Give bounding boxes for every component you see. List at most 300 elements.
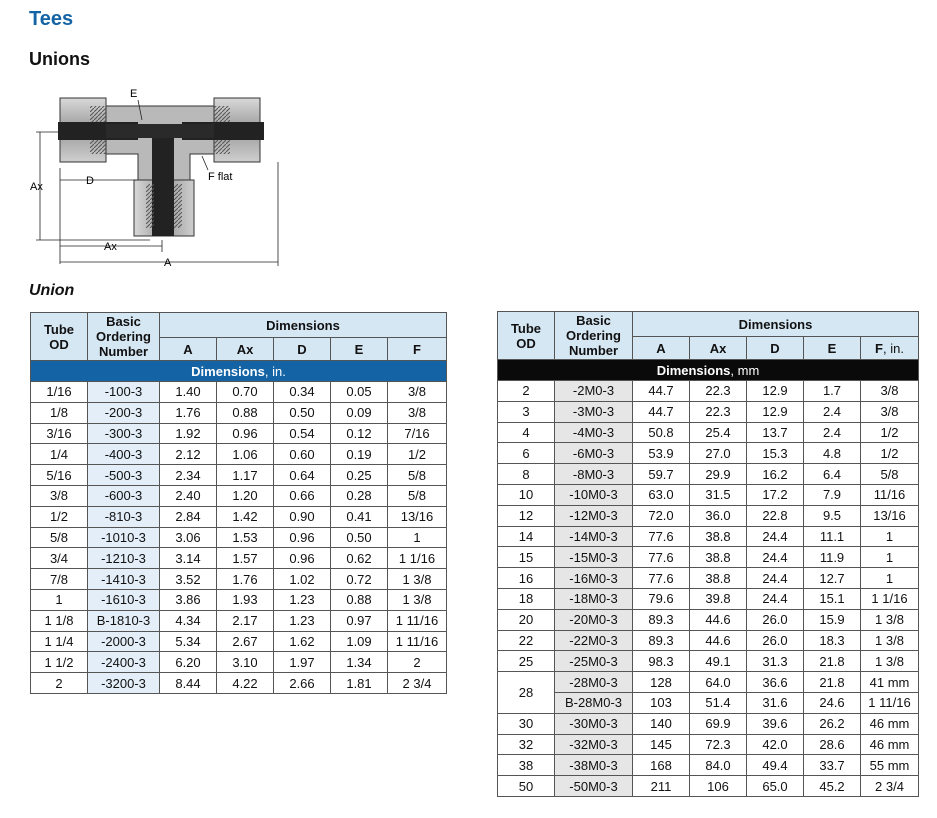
cell-dimension: 3.86 bbox=[160, 589, 217, 610]
cell-ordering-number: -12M0-3 bbox=[555, 505, 633, 526]
cell-dimension: 22.8 bbox=[747, 505, 804, 526]
cell-dimension: 3/8 bbox=[861, 381, 919, 402]
cell-dimension: 0.72 bbox=[331, 569, 388, 590]
col-ax: Ax bbox=[690, 337, 747, 360]
cell-ordering-number: -28M0-3 bbox=[555, 672, 633, 693]
cell-dimension: 0.88 bbox=[217, 402, 274, 423]
cell-ordering-number: -1410-3 bbox=[88, 569, 160, 590]
cell-dimension: 1.34 bbox=[331, 652, 388, 673]
cell-dimension: 8.44 bbox=[160, 673, 217, 694]
table-row bbox=[498, 547, 919, 568]
table-row bbox=[31, 610, 447, 631]
cell-dimension: 0.97 bbox=[331, 610, 388, 631]
table-row bbox=[498, 588, 919, 609]
cell-tube-od: 1 bbox=[31, 589, 88, 610]
cell-tube-od: 5/8 bbox=[31, 527, 88, 548]
cell-dimension: 21.8 bbox=[804, 672, 861, 693]
cell-ordering-number: -32M0-3 bbox=[555, 734, 633, 755]
table-row bbox=[498, 401, 919, 422]
cell-dimension: 49.1 bbox=[690, 651, 747, 672]
table-row bbox=[31, 527, 447, 548]
cell-dimension: 3.14 bbox=[160, 548, 217, 569]
cell-tube-od: 8 bbox=[498, 464, 555, 485]
cell-dimension: 1.76 bbox=[160, 402, 217, 423]
cell-dimension: 1.62 bbox=[274, 631, 331, 652]
cell-dimension: 7.9 bbox=[804, 484, 861, 505]
cell-dimension: 1.23 bbox=[274, 589, 331, 610]
cell-ordering-number: B-28M0-3 bbox=[555, 692, 633, 713]
col-tube-od: Tube OD bbox=[31, 313, 88, 361]
cell-dimension: 2.17 bbox=[217, 610, 274, 631]
cell-dimension: 31.3 bbox=[747, 651, 804, 672]
cell-dimension: 12.9 bbox=[747, 381, 804, 402]
cell-dimension: 1.76 bbox=[217, 569, 274, 590]
cell-tube-od: 1 1/8 bbox=[31, 610, 88, 631]
table-row bbox=[498, 526, 919, 547]
label-e: E bbox=[130, 88, 138, 100]
cell-dimension: 49.4 bbox=[747, 755, 804, 776]
union-tee-diagram bbox=[30, 84, 292, 272]
cell-dimension: 2.12 bbox=[160, 444, 217, 465]
cell-dimension: 26.0 bbox=[747, 609, 804, 630]
cell-dimension: 1 3/8 bbox=[388, 589, 447, 610]
col-group-dimensions: Dimensions bbox=[633, 312, 919, 337]
table-row bbox=[498, 672, 919, 693]
cell-tube-od: 25 bbox=[498, 651, 555, 672]
cell-tube-od: 1/4 bbox=[31, 444, 88, 465]
cell-dimension: 4.34 bbox=[160, 610, 217, 631]
cell-dimension: 29.9 bbox=[690, 464, 747, 485]
cell-ordering-number: -10M0-3 bbox=[555, 484, 633, 505]
cell-dimension: 31.6 bbox=[747, 692, 804, 713]
col-e: E bbox=[331, 338, 388, 361]
cell-dimension: 26.2 bbox=[804, 713, 861, 734]
cell-ordering-number: -1610-3 bbox=[88, 589, 160, 610]
cell-dimension: 2.66 bbox=[274, 673, 331, 694]
cell-dimension: 63.0 bbox=[633, 484, 690, 505]
cell-ordering-number: -16M0-3 bbox=[555, 568, 633, 589]
cell-dimension: 4.8 bbox=[804, 443, 861, 464]
cell-dimension: 98.3 bbox=[633, 651, 690, 672]
cell-dimension: 44.6 bbox=[690, 609, 747, 630]
cell-dimension: 0.96 bbox=[274, 527, 331, 548]
cell-dimension: 15.1 bbox=[804, 588, 861, 609]
cell-dimension: 6.4 bbox=[804, 464, 861, 485]
table-row bbox=[498, 443, 919, 464]
cell-dimension: 38.8 bbox=[690, 568, 747, 589]
table-row bbox=[31, 548, 447, 569]
cell-tube-od: 2 bbox=[498, 381, 555, 402]
cell-dimension: 0.70 bbox=[217, 382, 274, 403]
cell-dimension: 33.7 bbox=[804, 755, 861, 776]
cell-dimension: 46 mm bbox=[861, 713, 919, 734]
table-row bbox=[498, 713, 919, 734]
cell-dimension: 1 11/16 bbox=[388, 610, 447, 631]
cell-dimension: 1 bbox=[861, 547, 919, 568]
cell-dimension: 2.34 bbox=[160, 465, 217, 486]
cell-ordering-number: -4M0-3 bbox=[555, 422, 633, 443]
table-row bbox=[498, 692, 919, 713]
cell-ordering-number: -810-3 bbox=[88, 506, 160, 527]
cell-dimension: 3.52 bbox=[160, 569, 217, 590]
cell-tube-od: 28 bbox=[498, 672, 555, 714]
cell-tube-od: 6 bbox=[498, 443, 555, 464]
cell-ordering-number: B-1810-3 bbox=[88, 610, 160, 631]
cell-tube-od: 2 bbox=[31, 673, 88, 694]
cell-dimension: 77.6 bbox=[633, 547, 690, 568]
cell-dimension: 0.28 bbox=[331, 485, 388, 506]
cell-dimension: 1.23 bbox=[274, 610, 331, 631]
cell-dimension: 1 1/16 bbox=[861, 588, 919, 609]
cell-dimension: 13/16 bbox=[861, 505, 919, 526]
cell-ordering-number: -1210-3 bbox=[88, 548, 160, 569]
col-ordering-number: Basic Ordering Number bbox=[88, 313, 160, 361]
cell-dimension: 168 bbox=[633, 755, 690, 776]
cell-dimension: 77.6 bbox=[633, 568, 690, 589]
table-row bbox=[31, 485, 447, 506]
cell-dimension: 1 3/8 bbox=[861, 651, 919, 672]
cell-dimension: 0.64 bbox=[274, 465, 331, 486]
cell-dimension: 24.4 bbox=[747, 588, 804, 609]
cell-dimension: 77.6 bbox=[633, 526, 690, 547]
cell-tube-od: 3/8 bbox=[31, 485, 88, 506]
cell-dimension: 15.3 bbox=[747, 443, 804, 464]
cell-tube-od: 32 bbox=[498, 734, 555, 755]
cell-dimension: 0.54 bbox=[274, 423, 331, 444]
table-row bbox=[498, 568, 919, 589]
cell-dimension: 2.84 bbox=[160, 506, 217, 527]
cell-dimension: 0.66 bbox=[274, 485, 331, 506]
cell-dimension: 25.4 bbox=[690, 422, 747, 443]
cell-ordering-number: -100-3 bbox=[88, 382, 160, 403]
cell-dimension: 1.17 bbox=[217, 465, 274, 486]
cell-dimension: 36.0 bbox=[690, 505, 747, 526]
cell-ordering-number: -2400-3 bbox=[88, 652, 160, 673]
cell-tube-od: 3/16 bbox=[31, 423, 88, 444]
table-row bbox=[31, 673, 447, 694]
cell-dimension: 0.34 bbox=[274, 382, 331, 403]
cell-dimension: 36.6 bbox=[747, 672, 804, 693]
table-row bbox=[31, 423, 447, 444]
col-ax: Ax bbox=[217, 338, 274, 361]
union-mm-table bbox=[497, 311, 919, 797]
cell-dimension: 0.09 bbox=[331, 402, 388, 423]
cell-dimension: 1.06 bbox=[217, 444, 274, 465]
cell-dimension: 13/16 bbox=[388, 506, 447, 527]
cell-dimension: 45.2 bbox=[804, 776, 861, 797]
cell-tube-od: 1/16 bbox=[31, 382, 88, 403]
table-row bbox=[498, 484, 919, 505]
table-row bbox=[31, 589, 447, 610]
cell-dimension: 1/2 bbox=[861, 422, 919, 443]
cell-dimension: 1 11/16 bbox=[388, 631, 447, 652]
cell-dimension: 18.3 bbox=[804, 630, 861, 651]
col-e: E bbox=[804, 337, 861, 360]
cell-tube-od: 14 bbox=[498, 526, 555, 547]
cell-ordering-number: -20M0-3 bbox=[555, 609, 633, 630]
cell-dimension: 0.90 bbox=[274, 506, 331, 527]
table-row bbox=[31, 569, 447, 590]
cell-dimension: 0.96 bbox=[274, 548, 331, 569]
cell-dimension: 12.7 bbox=[804, 568, 861, 589]
cell-ordering-number: -2000-3 bbox=[88, 631, 160, 652]
cell-tube-od: 12 bbox=[498, 505, 555, 526]
cell-tube-od: 1/2 bbox=[31, 506, 88, 527]
cell-dimension: 1.42 bbox=[217, 506, 274, 527]
cell-dimension: 0.60 bbox=[274, 444, 331, 465]
cell-dimension: 44.6 bbox=[690, 630, 747, 651]
cell-dimension: 2 3/4 bbox=[388, 673, 447, 694]
cell-tube-od: 7/8 bbox=[31, 569, 88, 590]
cell-dimension: 1.20 bbox=[217, 485, 274, 506]
cell-tube-od: 50 bbox=[498, 776, 555, 797]
cell-dimension: 1 3/8 bbox=[388, 569, 447, 590]
units-band: Dimensions, in. bbox=[31, 361, 447, 382]
cell-tube-od: 1 1/4 bbox=[31, 631, 88, 652]
col-d: D bbox=[747, 337, 804, 360]
cell-ordering-number: -15M0-3 bbox=[555, 547, 633, 568]
cell-dimension: 11.1 bbox=[804, 526, 861, 547]
cell-ordering-number: -22M0-3 bbox=[555, 630, 633, 651]
cell-dimension: 3/8 bbox=[388, 382, 447, 403]
cell-tube-od: 30 bbox=[498, 713, 555, 734]
cell-dimension: 1/2 bbox=[388, 444, 447, 465]
cell-dimension: 44.7 bbox=[633, 401, 690, 422]
cell-dimension: 50.8 bbox=[633, 422, 690, 443]
cell-ordering-number: -1010-3 bbox=[88, 527, 160, 548]
cell-dimension: 16.2 bbox=[747, 464, 804, 485]
cell-dimension: 2 3/4 bbox=[861, 776, 919, 797]
cell-ordering-number: -600-3 bbox=[88, 485, 160, 506]
cell-dimension: 72.3 bbox=[690, 734, 747, 755]
col-a: A bbox=[160, 338, 217, 361]
cell-tube-od: 15 bbox=[498, 547, 555, 568]
cell-ordering-number: -14M0-3 bbox=[555, 526, 633, 547]
cell-ordering-number: -30M0-3 bbox=[555, 713, 633, 734]
cell-ordering-number: -500-3 bbox=[88, 465, 160, 486]
cell-dimension: 11/16 bbox=[861, 484, 919, 505]
cell-dimension: 0.12 bbox=[331, 423, 388, 444]
cell-dimension: 5.34 bbox=[160, 631, 217, 652]
table-row bbox=[498, 422, 919, 443]
cell-dimension: 24.4 bbox=[747, 568, 804, 589]
cell-dimension: 38.8 bbox=[690, 526, 747, 547]
table-row bbox=[498, 651, 919, 672]
cell-tube-od: 1 1/2 bbox=[31, 652, 88, 673]
cell-dimension: 0.25 bbox=[331, 465, 388, 486]
cell-dimension: 0.50 bbox=[274, 402, 331, 423]
cell-dimension: 3.10 bbox=[217, 652, 274, 673]
cell-dimension: 11.9 bbox=[804, 547, 861, 568]
cell-dimension: 1.97 bbox=[274, 652, 331, 673]
cell-dimension: 69.9 bbox=[690, 713, 747, 734]
cell-ordering-number: -50M0-3 bbox=[555, 776, 633, 797]
cell-tube-od: 1/8 bbox=[31, 402, 88, 423]
col-f: F, in. bbox=[861, 337, 919, 360]
cell-ordering-number: -18M0-3 bbox=[555, 588, 633, 609]
cell-dimension: 2.67 bbox=[217, 631, 274, 652]
cell-dimension: 0.88 bbox=[331, 589, 388, 610]
cell-dimension: 128 bbox=[633, 672, 690, 693]
cell-dimension: 39.8 bbox=[690, 588, 747, 609]
table-row bbox=[31, 631, 447, 652]
cell-ordering-number: -3M0-3 bbox=[555, 401, 633, 422]
cell-dimension: 145 bbox=[633, 734, 690, 755]
cell-tube-od: 18 bbox=[498, 588, 555, 609]
cell-dimension: 0.96 bbox=[217, 423, 274, 444]
cell-dimension: 1 1/16 bbox=[388, 548, 447, 569]
cell-tube-od: 22 bbox=[498, 630, 555, 651]
cell-dimension: 1 bbox=[861, 568, 919, 589]
table-row bbox=[31, 465, 447, 486]
cell-dimension: 2.4 bbox=[804, 422, 861, 443]
cell-dimension: 41 mm bbox=[861, 672, 919, 693]
table-row bbox=[31, 402, 447, 423]
table-row bbox=[31, 382, 447, 403]
cell-dimension: 1 11/16 bbox=[861, 692, 919, 713]
cell-dimension: 31.5 bbox=[690, 484, 747, 505]
cell-ordering-number: -3200-3 bbox=[88, 673, 160, 694]
table-row bbox=[498, 755, 919, 776]
cell-tube-od: 3/4 bbox=[31, 548, 88, 569]
cell-dimension: 106 bbox=[690, 776, 747, 797]
cell-dimension: 39.6 bbox=[747, 713, 804, 734]
table-caption: Union bbox=[29, 282, 75, 299]
cell-dimension: 1 3/8 bbox=[861, 630, 919, 651]
cell-ordering-number: -38M0-3 bbox=[555, 755, 633, 776]
cell-dimension: 89.3 bbox=[633, 609, 690, 630]
label-ax-bottom: Ax bbox=[104, 241, 117, 253]
units-band: Dimensions, mm bbox=[498, 360, 919, 381]
cell-dimension: 9.5 bbox=[804, 505, 861, 526]
cell-tube-od: 16 bbox=[498, 568, 555, 589]
col-f: F bbox=[388, 338, 447, 361]
cell-dimension: 1.40 bbox=[160, 382, 217, 403]
table-row bbox=[498, 505, 919, 526]
table-row bbox=[498, 630, 919, 651]
cell-ordering-number: -6M0-3 bbox=[555, 443, 633, 464]
cell-dimension: 1.09 bbox=[331, 631, 388, 652]
cell-dimension: 38.8 bbox=[690, 547, 747, 568]
cell-ordering-number: -300-3 bbox=[88, 423, 160, 444]
cell-dimension: 1/2 bbox=[861, 443, 919, 464]
cell-tube-od: 38 bbox=[498, 755, 555, 776]
cell-dimension: 2 bbox=[388, 652, 447, 673]
cell-dimension: 42.0 bbox=[747, 734, 804, 755]
label-f-flat: F flat bbox=[208, 171, 233, 183]
cell-dimension: 12.9 bbox=[747, 401, 804, 422]
cell-dimension: 64.0 bbox=[690, 672, 747, 693]
cell-dimension: 7/16 bbox=[388, 423, 447, 444]
cell-dimension: 26.0 bbox=[747, 630, 804, 651]
cell-dimension: 84.0 bbox=[690, 755, 747, 776]
cell-dimension: 24.4 bbox=[747, 526, 804, 547]
cell-dimension: 44.7 bbox=[633, 381, 690, 402]
cell-dimension: 0.62 bbox=[331, 548, 388, 569]
cell-dimension: 0.41 bbox=[331, 506, 388, 527]
cell-dimension: 3/8 bbox=[388, 402, 447, 423]
cell-dimension: 22.3 bbox=[690, 401, 747, 422]
cell-dimension: 3/8 bbox=[861, 401, 919, 422]
cell-dimension: 4.22 bbox=[217, 673, 274, 694]
cell-dimension: 17.2 bbox=[747, 484, 804, 505]
cell-ordering-number: -25M0-3 bbox=[555, 651, 633, 672]
label-a: A bbox=[164, 257, 172, 269]
cell-dimension: 2.4 bbox=[804, 401, 861, 422]
cell-tube-od: 20 bbox=[498, 609, 555, 630]
cell-tube-od: 5/16 bbox=[31, 465, 88, 486]
cell-dimension: 21.8 bbox=[804, 651, 861, 672]
col-ordering-number: Basic Ordering Number bbox=[555, 312, 633, 360]
cell-dimension: 55 mm bbox=[861, 755, 919, 776]
label-ax-side: Ax bbox=[30, 181, 43, 193]
cell-dimension: 0.50 bbox=[331, 527, 388, 548]
col-d: D bbox=[274, 338, 331, 361]
table-row bbox=[31, 506, 447, 527]
cell-tube-od: 10 bbox=[498, 484, 555, 505]
cell-dimension: 3.06 bbox=[160, 527, 217, 548]
table-row bbox=[498, 381, 919, 402]
col-a: A bbox=[633, 337, 690, 360]
cell-dimension: 24.4 bbox=[747, 547, 804, 568]
cell-dimension: 15.9 bbox=[804, 609, 861, 630]
cell-dimension: 59.7 bbox=[633, 464, 690, 485]
subsection-title: Unions bbox=[29, 49, 90, 69]
cell-dimension: 103 bbox=[633, 692, 690, 713]
table-row bbox=[31, 652, 447, 673]
table-row bbox=[498, 734, 919, 755]
cell-dimension: 1 bbox=[861, 526, 919, 547]
cell-dimension: 5/8 bbox=[388, 465, 447, 486]
cell-dimension: 6.20 bbox=[160, 652, 217, 673]
cell-dimension: 0.19 bbox=[331, 444, 388, 465]
cell-dimension: 13.7 bbox=[747, 422, 804, 443]
cell-dimension: 1.92 bbox=[160, 423, 217, 444]
cell-dimension: 1.81 bbox=[331, 673, 388, 694]
col-tube-od: Tube OD bbox=[498, 312, 555, 360]
cell-dimension: 27.0 bbox=[690, 443, 747, 464]
cell-dimension: 65.0 bbox=[747, 776, 804, 797]
cell-dimension: 211 bbox=[633, 776, 690, 797]
cell-tube-od: 4 bbox=[498, 422, 555, 443]
cell-ordering-number: -8M0-3 bbox=[555, 464, 633, 485]
cell-dimension: 140 bbox=[633, 713, 690, 734]
section-title: Tees bbox=[29, 8, 74, 30]
cell-dimension: 46 mm bbox=[861, 734, 919, 755]
cell-tube-od: 3 bbox=[498, 401, 555, 422]
cell-dimension: 24.6 bbox=[804, 692, 861, 713]
cell-dimension: 28.6 bbox=[804, 734, 861, 755]
cell-dimension: 1.7 bbox=[804, 381, 861, 402]
cell-dimension: 72.0 bbox=[633, 505, 690, 526]
cell-dimension: 1.57 bbox=[217, 548, 274, 569]
cell-dimension: 0.05 bbox=[331, 382, 388, 403]
cell-dimension: 79.6 bbox=[633, 588, 690, 609]
cell-dimension: 1 3/8 bbox=[861, 609, 919, 630]
table-row bbox=[498, 776, 919, 797]
cell-ordering-number: -400-3 bbox=[88, 444, 160, 465]
col-group-dimensions: Dimensions bbox=[160, 313, 447, 338]
cell-dimension: 1.53 bbox=[217, 527, 274, 548]
cell-dimension: 89.3 bbox=[633, 630, 690, 651]
table-row bbox=[498, 609, 919, 630]
cell-dimension: 53.9 bbox=[633, 443, 690, 464]
cell-ordering-number: -2M0-3 bbox=[555, 381, 633, 402]
cell-dimension: 2.40 bbox=[160, 485, 217, 506]
cell-dimension: 22.3 bbox=[690, 381, 747, 402]
cell-dimension: 5/8 bbox=[861, 464, 919, 485]
cell-dimension: 51.4 bbox=[690, 692, 747, 713]
